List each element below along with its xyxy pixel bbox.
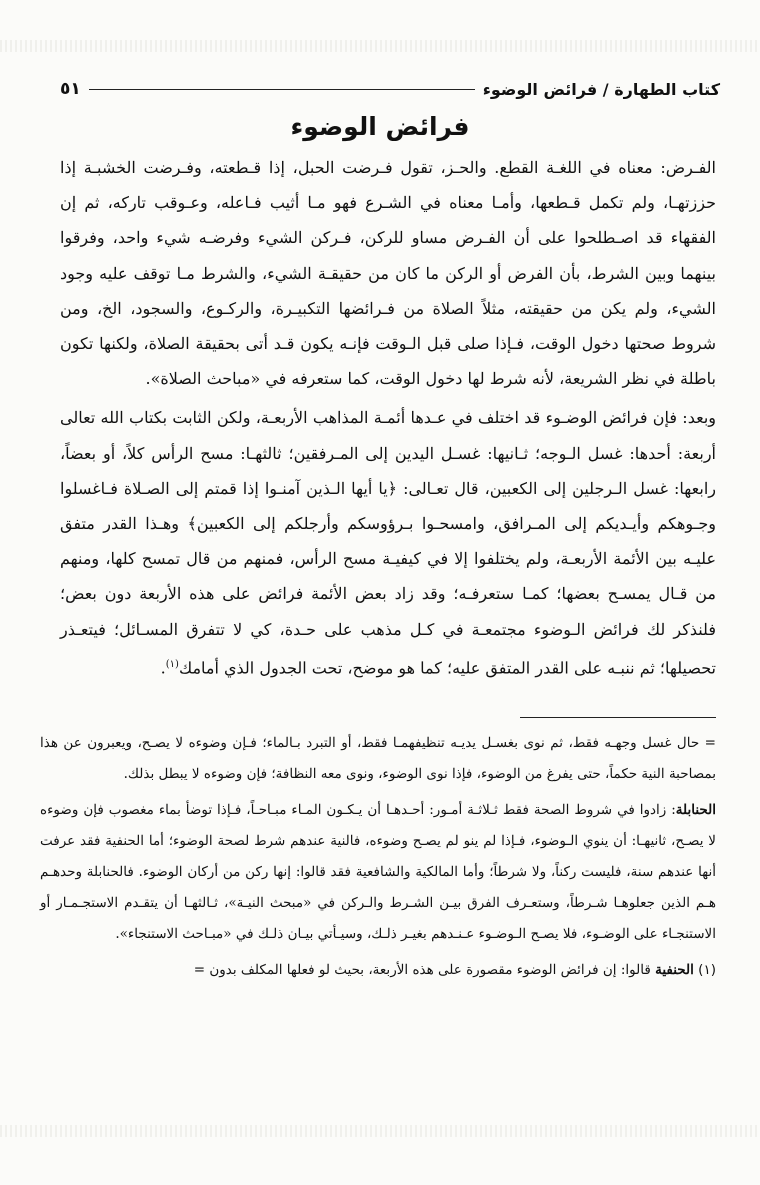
page-number: ٥١ [60,79,81,99]
hanabila-label: الحنابلة [675,802,716,818]
hanafiya-text: قالوا: إن فرائض الوضوء مقصورة على هذه الأربعة، بحيث لو فعلها المكلف بدون = [193,962,656,978]
page-header [60,74,720,104]
scan-edge-top [0,40,760,52]
main-text [60,150,716,685]
footnote-hanafiya [40,955,716,986]
footnote-separator [520,717,716,718]
paragraph-end: . [160,658,166,678]
paragraph-obligations-text: وبعد: فإن فرائض الوضـوء قد اختلف في عـدها أئمـة المذاهب الأربعـة، ولكن الثابت بكتاب الله تعالى أربعة: أحدها: غسل الـوجه؛ ثـانيها: غسـل اليدين إلى المـرفقين؛ ثالثهـا: مسح الرأس كلاً، أو بعضاً، رابعها: غسل الـرجلين إلى الكعبين، قال تعـالى: ﴿يا أيها الـذين آمنـوا إذا قمتم إلى الصـلاة فـاغسلوا وجـوهكم وأيـديكم إلى المـرافق، وامسحـوا بـرؤوسكم وأرجلكم إلى الكعبين﴾ وهـذا القدر متفق عليـه بين الأئمة الأربعـة، ولم يختلفوا إلا في كيفيـة مسح الرأس، فمنهم من قال تمسح كلها، ومنهم من قـال يمسـح بعضها؛ كمـا ستعرفـه؛ وقد زاد بعض الأئمة فرائض على هذه الأربعة دون بعض؛ فلنذكر لك فرائض الـوضوء مجتمعـة في كـل مذهب على حـدة، كي لا تتفرق المسـائل؛ فيتعـذر تحصيلها؛ ثم ننبـه على القدر المتفق عليه؛ كما هو موضح، تحت الجدول الذي أمامك [60,408,716,678]
hanabila-text: : زادوا في شروط الصحة فقط ثـلاثـة أمـور: أحـدهـا أن يـكـون المـاء مبـاحـاً، فـإذا توضأ بماء مغصوب فإن وضوءه لا يصـح، ثانيهـا: أن ينوي الـوضوء، فـإذا لم ينو لم يصـح وضوءه، فالنية عندهم شرط لصحة الوضوء؛ أما الحنفية فقد عرفت أنها عندهم سنة، فليست ركناً، ولا شرطاً؛ وأما المالكية والشافعية فقد قالوا: إنها ركن من أركان الوضوء. فالحنابلة وحدهـم هـم الذين جعلوهـا شـرطاً، وستعـرف الفرق بيـن الشـرط والـركن في «مبحث النيـة»، ثـالثهـا أن يتقـدم الاستجـمـار أو الاستنجـاء على الوضـوء، فلا يصـح الـوضـوء عـنـدهم بغيـر ذلـك، وسيـأتي بيـان ذلـك في «مبـاحث الاستنجاء». [40,802,716,942]
paragraph-definition: الفـرض: معناه في اللغـة القطع. والحـز، تقول فـرضت الحبل، إذا قـطعته، وفـرضت الخشبـة إذا حززتهـا، ولم تكمل قـطعها، وأمـا معناه في الشـرع فهو مـا أثيب فـاعله، وعـوقب تاركه، ثم إن الفقهاء قد اصـطلحوا على أن الفـرض مساو للركن، فـركن الشيء وفرضـه شيء واحد، وفرقوا بينهما وبين الشرط، بأن الفرض أو الركن ما كان من حقيقـة الشيء، والشرط مـا توقف عليه وجود الشيء، ولم يكن من حقيقته، مثلاً الصلاة من فـرائضها التكبيـرة، والركـوع، والسجود، الخ، ومن شروط صحتها دخول الوقت، فـإذا صلى قبل الـوقت فإنـه يكون قـد أتى بحقيقة الصلاة، ولكنها تكون باطلة في نظر الشريعة، لأنه شرط لها دخول الوقت، كما ستعرفه في «مباحث الصلاة». [60,158,717,389]
footnote-marker: (١) [698,962,716,978]
footnote-continuation: = حال غسل وجهـه فقط، ثم نوى بغسـل يديـه تنظيفهمـا فقط، أو التبرد بـالماء؛ فـإن وضوءه لا يصـح، ويعبرون عن هذا بمصاحبة النية حكماً، حتى يفرغ من الوضوء، فإذا نوى الوضوء، ونوى معه النظافة؛ فإن وضوءه لا يبطل بذلك. [40,735,716,782]
section-title: فرائض الوضوء [290,112,470,141]
footnote-ref: (١) [165,658,179,670]
paragraph-obligations [60,400,716,685]
footnotes [40,728,716,986]
scan-edge-bottom [0,1125,760,1137]
running-title: كتاب الطهارة / فرائض الوضوء [482,79,720,99]
header-rule [89,89,475,90]
footnote-hanabila [40,795,716,950]
hanafiya-label: الحنفية [655,962,694,978]
